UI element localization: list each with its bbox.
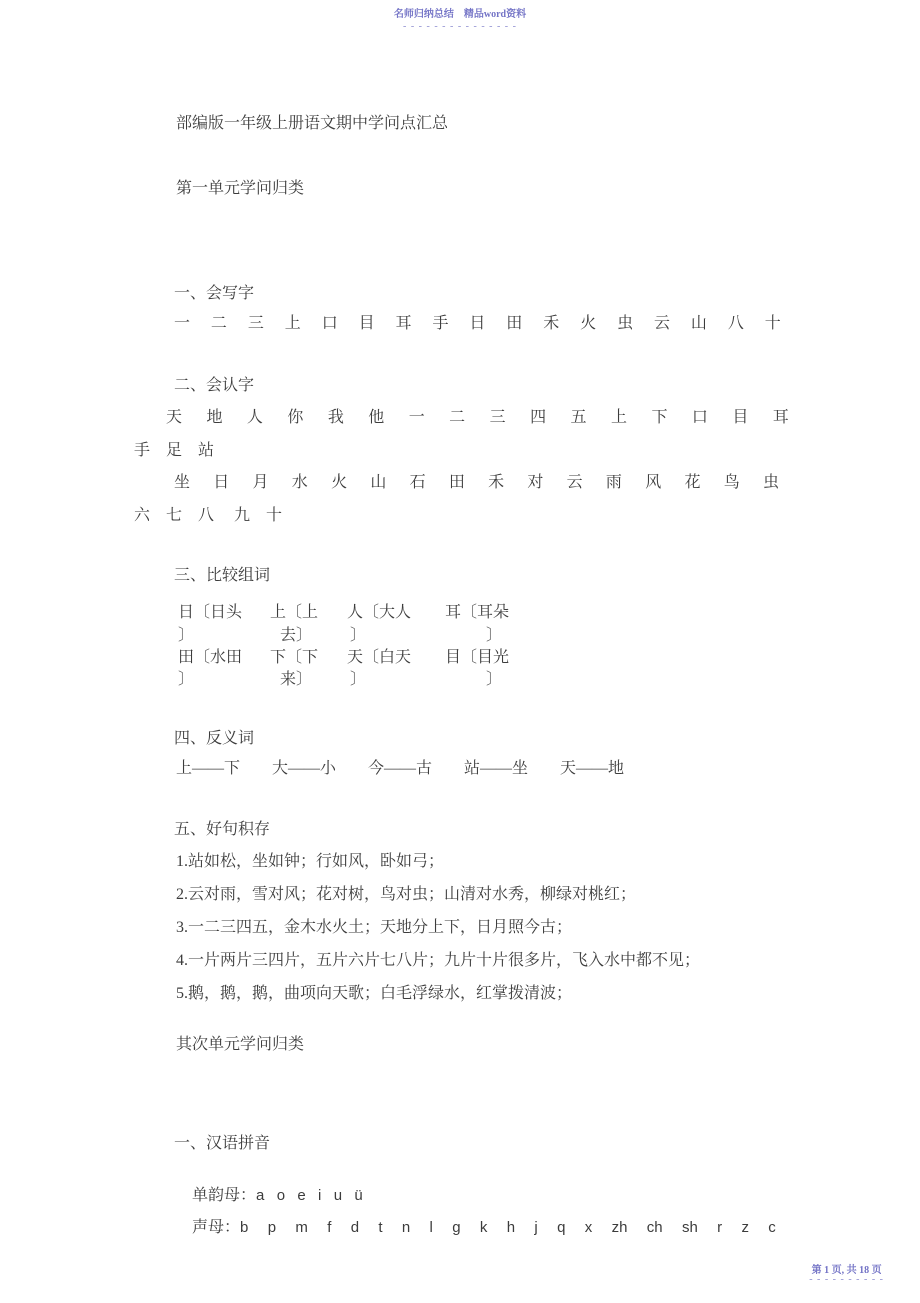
recognize-char: 火 xyxy=(331,474,348,491)
compare-word-segment: 〕 xyxy=(350,671,367,688)
antonyms-row: 上——下 大——小 今——古 站——坐 天——地 xyxy=(176,760,625,777)
write-char: 田 xyxy=(506,315,523,332)
compare-words-row-2 xyxy=(0,627,920,647)
recognize-chars-row1 xyxy=(166,409,789,427)
recognize-char: 二 xyxy=(449,409,466,426)
write-chars-row xyxy=(174,315,781,333)
compare-word-segment: 天〔白天 xyxy=(347,649,412,666)
recognize-char: 耳 xyxy=(772,409,789,426)
initials-list: b p m f d t n l g k h j q x zh ch sh r z c xyxy=(240,1219,776,1236)
sentence-3: 3.一二三四五，金木水火土；天地分上下，日月照今古； xyxy=(176,919,573,936)
write-char: 云 xyxy=(653,315,670,332)
header-watermark-left: 名师归纳总结 xyxy=(393,9,454,20)
page-number: 第 1 页, 共 18 页 xyxy=(811,1265,882,1276)
sentences-label: 五、好句积存 xyxy=(174,821,271,838)
sentence-1: 1.站如松，坐如钟；行如风，卧如弓； xyxy=(176,853,445,870)
compare-words-row-4 xyxy=(0,671,920,691)
recognize-char: 我 xyxy=(327,409,344,426)
recognize-char: 天 xyxy=(166,409,183,426)
compare-words-row-1 xyxy=(0,604,920,624)
recognize-char: 田 xyxy=(448,474,465,491)
compare-word-segment: 〕 xyxy=(486,671,503,688)
write-char: 禾 xyxy=(543,315,560,332)
header-watermark xyxy=(0,4,920,22)
recognize-char: 他 xyxy=(368,409,385,426)
recognize-char: 人 xyxy=(246,409,263,426)
page-header xyxy=(0,4,920,31)
recognize-char: 上 xyxy=(610,409,627,426)
recognize-char: 下 xyxy=(651,409,668,426)
header-watermark-right: 精品word资料 xyxy=(463,9,527,20)
initials-line xyxy=(176,1201,776,1255)
recognize-chars-row2-wrap: 六 七 八 九 十 xyxy=(134,507,283,524)
recognize-char: 山 xyxy=(370,474,387,491)
header-dashed-line: - - - - - - - - - - - - - - - xyxy=(403,21,517,32)
vowels-label: 单韵母： xyxy=(192,1187,257,1204)
footer-dashed-line: - - - - - - - - - - xyxy=(809,1274,884,1285)
document-title: 部编版一年级上册语文期中学问点汇总 xyxy=(176,115,449,132)
recognize-char: 月 xyxy=(252,474,269,491)
recognize-char: 坐 xyxy=(174,474,191,491)
recognize-char: 日 xyxy=(213,474,230,491)
sentence-2: 2.云对雨，雪对风；花对树，鸟对虫；山清对水秀，柳绿对桃红； xyxy=(176,886,637,903)
initials-label: 声母： xyxy=(192,1219,241,1236)
compare-words-label: 三、比较组词 xyxy=(174,567,271,584)
recognize-char: 四 xyxy=(530,409,547,426)
unit1-heading: 第一单元学问归类 xyxy=(176,180,305,197)
write-char: 耳 xyxy=(395,315,412,332)
write-char: 三 xyxy=(247,315,264,332)
compare-word-segment: 来〕 xyxy=(280,671,313,688)
compare-word-segment: 下〔下 xyxy=(270,649,319,666)
write-char: 山 xyxy=(690,315,707,332)
write-char: 目 xyxy=(358,315,375,332)
compare-words-row-3 xyxy=(0,649,920,669)
compare-word-segment: 〕 xyxy=(178,627,195,644)
write-char: 口 xyxy=(321,315,338,332)
write-char: 火 xyxy=(580,315,597,332)
recognize-char: 地 xyxy=(206,409,223,426)
write-chars-label: 一、会写字 xyxy=(174,285,255,302)
recognize-char: 风 xyxy=(645,474,662,491)
write-char: 日 xyxy=(469,315,486,332)
write-char: 十 xyxy=(764,315,781,332)
sentence-4: 4.一片两片三四片，五片六片七八片；九片十片很多片，飞入水中都不见； xyxy=(176,952,701,969)
recognize-char: 一 xyxy=(408,409,425,426)
write-char: 二 xyxy=(210,315,227,332)
compare-word-segment: 〕 xyxy=(486,627,503,644)
compare-word-segment: 〕 xyxy=(178,671,195,688)
recognize-chars-row1-wrap: 手 足 站 xyxy=(134,442,215,459)
write-char: 虫 xyxy=(617,315,634,332)
sentence-5: 5.鹅，鹅，鹅，曲项向天歌；白毛浮绿水，红掌拨清波； xyxy=(176,985,573,1002)
pinyin-label: 一、汉语拼音 xyxy=(174,1135,271,1152)
recognize-char: 鸟 xyxy=(723,474,740,491)
compare-word-segment: 日〔日头 xyxy=(178,604,243,621)
recognize-char: 五 xyxy=(570,409,587,426)
compare-word-segment: 人〔大人 xyxy=(347,604,412,621)
page-footer xyxy=(809,1261,884,1284)
recognize-char: 三 xyxy=(489,409,506,426)
vowels-list: a o e i u ü xyxy=(256,1187,363,1204)
recognize-char: 对 xyxy=(527,474,544,491)
recognize-char: 雨 xyxy=(605,474,622,491)
antonyms-label: 四、反义词 xyxy=(174,730,255,747)
recognize-chars-label: 二、会认字 xyxy=(174,377,255,394)
compare-word-segment: 目〔目光 xyxy=(445,649,510,666)
recognize-char: 目 xyxy=(732,409,749,426)
write-char: 手 xyxy=(432,315,449,332)
write-char: 八 xyxy=(727,315,744,332)
recognize-char: 虫 xyxy=(762,474,779,491)
recognize-char: 石 xyxy=(409,474,426,491)
recognize-char: 口 xyxy=(691,409,708,426)
write-char: 一 xyxy=(174,315,191,332)
recognize-char: 你 xyxy=(287,409,304,426)
recognize-char: 禾 xyxy=(488,474,505,491)
compare-word-segment: 〕 xyxy=(350,627,367,644)
recognize-chars-row2 xyxy=(174,474,779,492)
compare-word-segment: 耳〔耳朵 xyxy=(445,604,510,621)
recognize-char: 云 xyxy=(566,474,583,491)
compare-word-segment: 去〕 xyxy=(280,627,313,644)
compare-word-segment: 上〔上 xyxy=(270,604,319,621)
recognize-char: 水 xyxy=(291,474,308,491)
unit2-heading: 其次单元学问归类 xyxy=(176,1036,305,1053)
recognize-char: 花 xyxy=(684,474,701,491)
write-char: 上 xyxy=(284,315,301,332)
compare-word-segment: 田〔水田 xyxy=(178,649,243,666)
